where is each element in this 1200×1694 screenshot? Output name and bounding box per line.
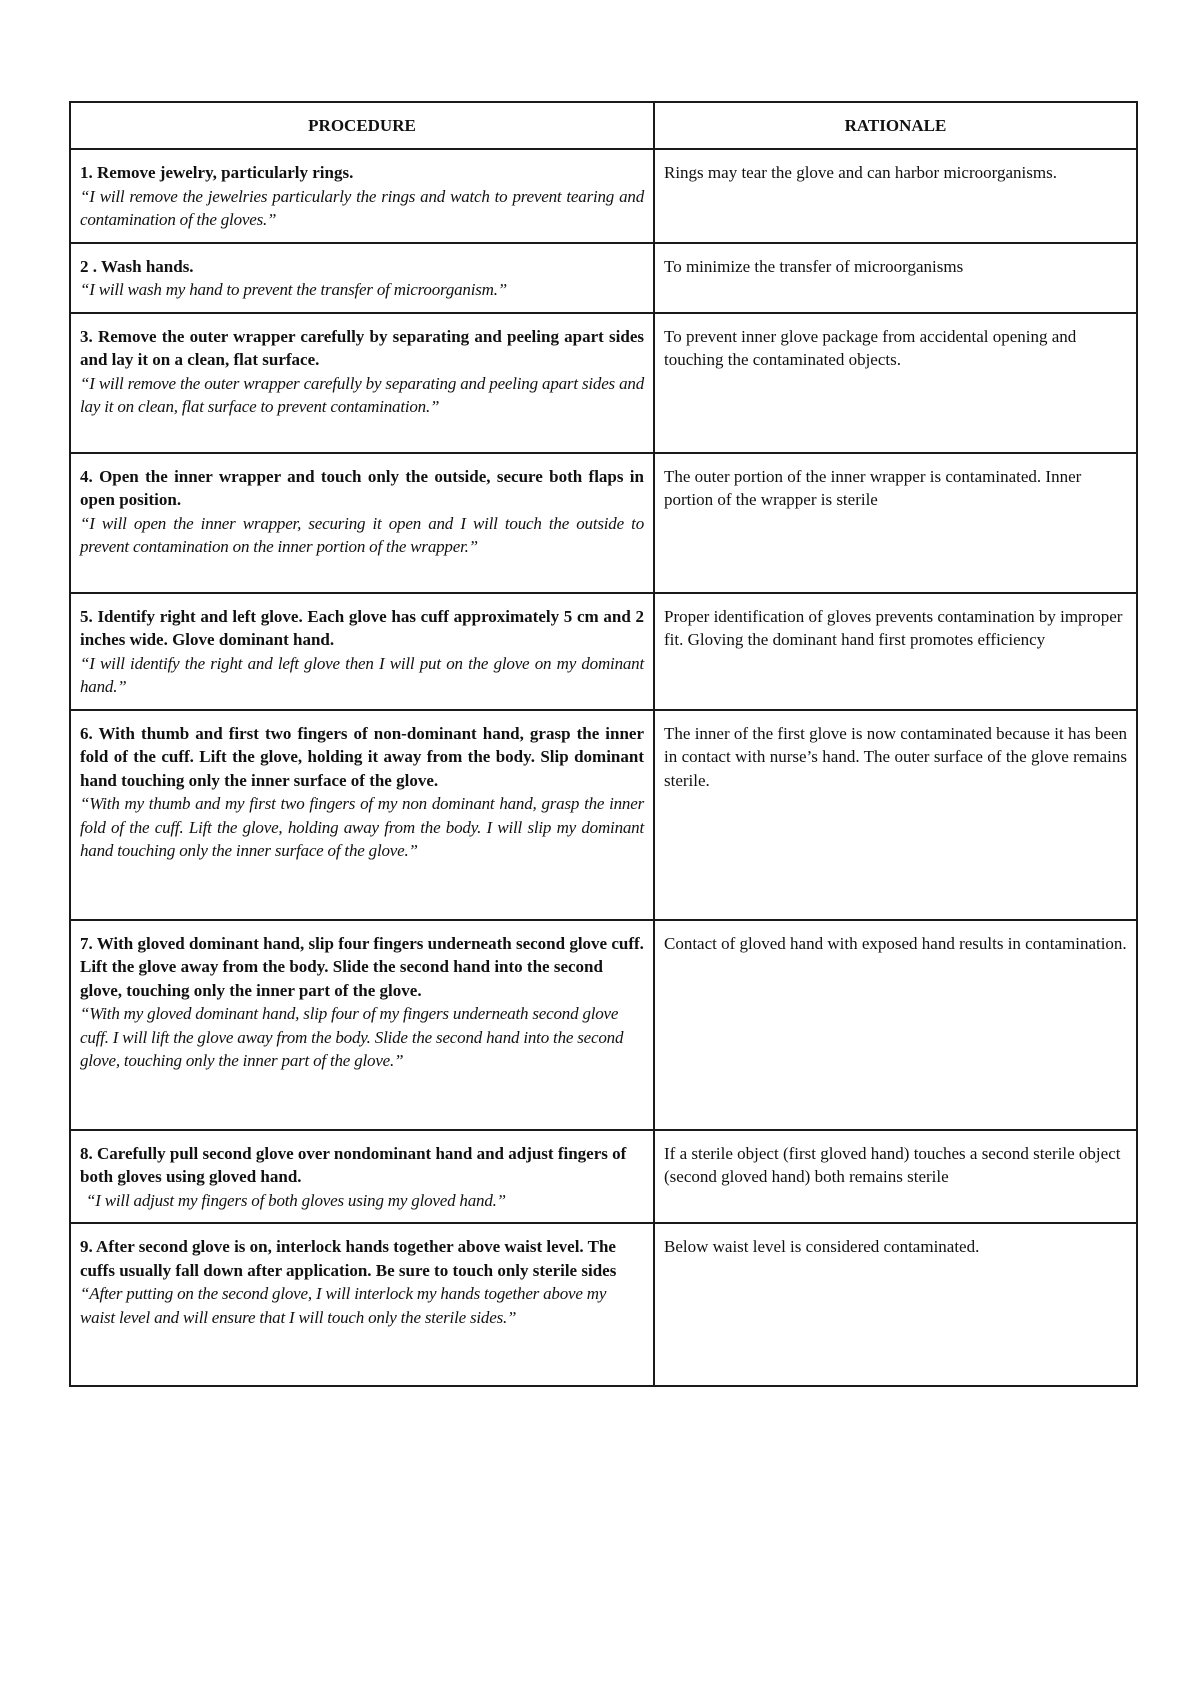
table-row — [70, 1223, 1137, 1386]
step-quote: “I will wash my hand to prevent the transfer of microorganism.” — [80, 280, 508, 299]
table-row — [70, 313, 1137, 453]
step-text: 7. With gloved dominant hand, slip four fingers underneath second glove cuff. Lift the glove away from the body. Slide the second hand into the second glove, touching only the inner part of the glove. — [80, 933, 644, 1000]
step-text: 1. Remove jewelry, particularly rings. — [80, 163, 354, 182]
procedure-cell — [70, 1130, 654, 1224]
step-quote: “I will remove the jewelries particularly the rings and watch to prevent tearing and contamination of the gloves.” — [80, 186, 644, 229]
step-quote: “With my thumb and my first two fingers of my non dominant hand, grasp the inner fold of the cuff. Lift the glove, holding away from the body. I will slip my dominant hand touching only the inner surface of the glove.” — [80, 794, 644, 860]
rationale-cell — [654, 313, 1137, 453]
step-text: 9. After second glove is on, interlock hands together above waist level. The cuffs usually fall down after application. Be sure to touch only sterile sides — [80, 1237, 617, 1280]
step-text: 6. With thumb and first two fingers of non-dominant hand, grasp the inner fold of the cuff. Lift the glove, holding it away from the body. Slip dominant hand touching only the inner surface of the glove. — [80, 723, 644, 790]
table-row — [70, 243, 1137, 313]
rationale-text: To minimize the transfer of microorganisms — [664, 256, 964, 276]
rationale-text: If a sterile object (first gloved hand) touches a second sterile object (second gloved hand) both remains sterile — [664, 1143, 1121, 1186]
rationale-cell — [654, 1223, 1137, 1386]
step-quote: “After putting on the second glove, I will interlock my hands together above my waist level and will ensure that I will touch only the sterile sides.” — [80, 1284, 607, 1327]
rationale-cell — [654, 920, 1137, 1130]
step-text: 3. Remove the outer wrapper carefully by separating and peeling apart sides and lay it on a clean, flat surface. — [80, 326, 644, 369]
table-row — [70, 710, 1137, 920]
header-procedure: PROCEDURE — [70, 102, 654, 149]
header-rationale: RATIONALE — [654, 102, 1137, 149]
procedure-cell — [70, 593, 654, 710]
rationale-cell — [654, 453, 1137, 593]
procedure-cell — [70, 920, 654, 1130]
rationale-cell — [654, 710, 1137, 920]
procedure-cell — [70, 149, 654, 243]
step-quote: “I will open the inner wrapper, securing it open and I will touch the outside to prevent contamination on the inner portion of the wrapper.” — [80, 513, 644, 556]
table-row — [70, 149, 1137, 243]
table-row — [70, 453, 1137, 593]
procedure-rationale-table — [69, 101, 1138, 1387]
step-quote: “I will adjust my fingers of both gloves using my gloved hand.” — [86, 1190, 506, 1210]
table-header-row — [70, 102, 1137, 149]
procedure-cell — [70, 710, 654, 920]
step-quote: “I will remove the outer wrapper carefully by separating and peeling apart sides and lay it on clean, flat surface to prevent contamination.” — [80, 373, 644, 416]
rationale-text: Rings may tear the glove and can harbor microorganisms. — [664, 163, 1057, 182]
procedure-cell — [70, 243, 654, 313]
step-quote: “I will identify the right and left glove then I will put on the glove on my dominant hand.” — [80, 653, 644, 696]
rationale-cell — [654, 243, 1137, 313]
rationale-cell — [654, 1130, 1137, 1224]
rationale-text: The inner of the first glove is now contaminated because it has been in contact with nurse’s hand. The outer surface of the glove remains sterile. — [664, 723, 1127, 790]
table-row — [70, 920, 1137, 1130]
procedure-cell — [70, 313, 654, 453]
procedure-cell — [70, 1223, 654, 1386]
step-text: 5. Identify right and left glove. Each glove has cuff approximately 5 cm and 2 inches wide. Glove dominant hand. — [80, 606, 644, 649]
rationale-text: Below waist level is considered contaminated. — [664, 1237, 980, 1256]
table-row — [70, 593, 1137, 710]
step-text: 4. Open the inner wrapper and touch only the outside, secure both flaps in open position. — [80, 466, 644, 509]
rationale-text: To prevent inner glove package from accidental opening and touching the contaminated objects. — [664, 326, 1077, 369]
table-row — [70, 1130, 1137, 1224]
rationale-text: The outer portion of the inner wrapper is contaminated. Inner portion of the wrapper is sterile — [664, 466, 1082, 509]
step-quote: “With my gloved dominant hand, slip four of my fingers underneath second glove cuff. I will lift the glove away from the body. Slide the second hand into the second glove, touching only the inner part of the glove.” — [80, 1004, 624, 1070]
step-text: 2 . Wash hands. — [80, 256, 194, 276]
rationale-text: Contact of gloved hand with exposed hand results in contamination. — [664, 933, 1127, 953]
rationale-cell — [654, 593, 1137, 710]
rationale-cell — [654, 149, 1137, 243]
rationale-text: Proper identification of gloves prevents contamination by improper fit. Gloving the dominant hand first promotes efficiency — [664, 606, 1123, 649]
step-text: 8. Carefully pull second glove over nondominant hand and adjust fingers of both gloves using gloved hand. — [80, 1143, 627, 1186]
procedure-cell — [70, 453, 654, 593]
